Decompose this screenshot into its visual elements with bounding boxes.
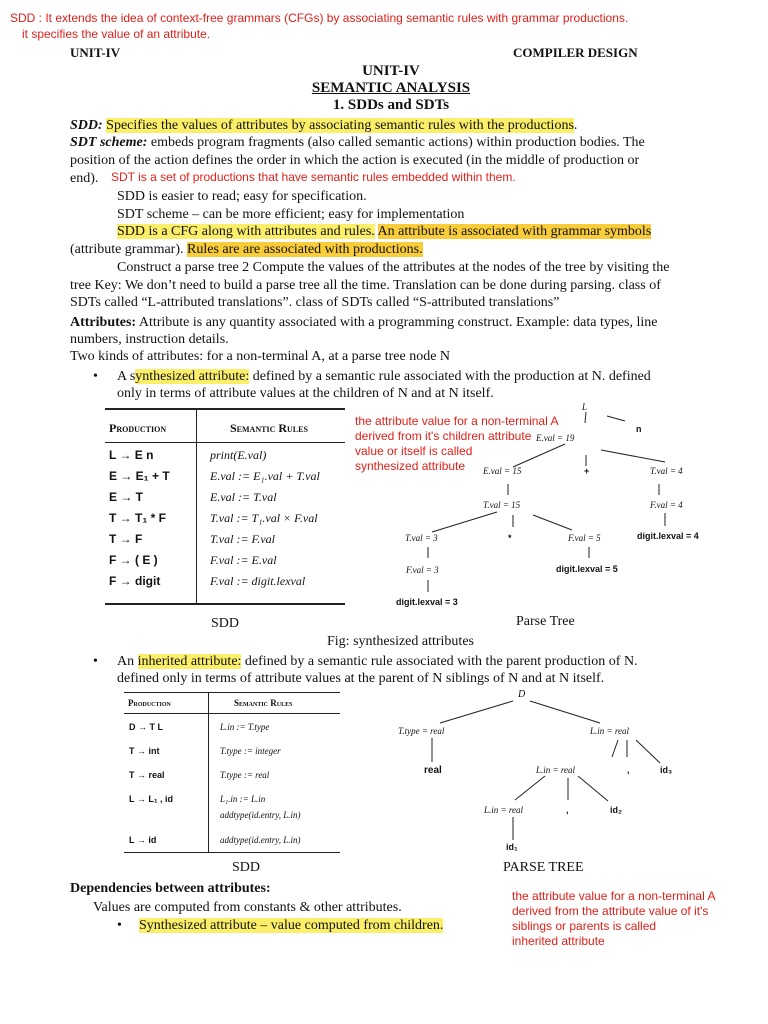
t1-rule-cell: print(E.val) [210,448,267,462]
tree1-node-fval3: F.val = 3 [406,565,439,575]
bullet-icon: • [93,369,98,384]
synth-note-line: value or itself is called [355,444,473,458]
t1-production-cell: T → F [109,532,143,546]
inh-bullet-line2: defined only in terms of attribute values at the parent of N siblings of N and at N itself. [117,671,605,686]
inh-highlight: inherited attribute: [137,654,242,669]
dependencies-heading: Dependencies between attributes: [70,881,271,896]
tree1-node-n: n [636,424,642,434]
sdt-text1: embeds program fragments (also called semantic actions) within production bodies. The [147,135,645,150]
t1-rule-cell: T.val := F.val [210,532,275,546]
bullet-icon: • [117,918,122,933]
t1-production-cell: F → digit [109,574,161,588]
dependencies-text: Values are computed from constants & other attributes. [93,900,402,915]
header-right: COMPILER DESIGN [513,45,638,60]
synth-highlight: ynthesized attribute: [135,369,250,384]
t1-production-cell: E → T [109,490,144,504]
t2-rule-cell: T.type := real [220,770,270,780]
unit-title: UNIT-IV [362,63,420,79]
table1-header-production: Production [109,421,167,435]
dep-bullet-highlight: Synthesized attribute – value computed from children. [139,918,444,933]
t2-rule-cell: T.type := integer [220,746,281,756]
sdd-cfg-highlight: SDD is a CFG along with attributes and rules. [117,224,375,239]
inh-note-line: siblings or parents is called [512,919,657,933]
table1-header-rules: Semantic Rules [230,421,308,435]
synth-note-line: synthesized attribute [355,459,466,473]
synth-text1: defined by a semantic rule associated with the production at N. defined [249,369,651,384]
construct-line2: tree Key: We don’t need to build a parse tree all the time. Translation can be done during parsing. class of [70,278,661,293]
inh-pre: An [117,654,138,669]
sdt-label: SDT scheme: [70,135,148,150]
tree2-node-lin3: L.in = real [484,805,523,815]
dependencies-bullet [139,917,443,935]
sdd-definition-note: SDD : It extends the idea of context-free grammars (CFGs) by associating semantic rules with grammar productions. [10,11,629,25]
t1-rule-cell: F.val := E.val [210,553,277,567]
synth-note-line: derived from it's children attribute [355,429,532,443]
tree1-node-fval5: F.val = 5 [568,533,601,543]
sdt-efficient-line: SDT scheme – can be more efficient; easy for implementation [117,207,465,222]
inh-attr-note [512,889,715,949]
rules-highlight: Rules are are associated with productions. [187,242,423,257]
header-left: UNIT-IV [70,45,121,60]
t2-rule-cell: L.in := T.type [220,722,270,732]
section-title: 1. SDDs and SDTs [332,97,450,113]
tree1-node-digit5: digit.lexval = 5 [556,564,618,574]
tree1-node-tval15: T.val = 15 [483,500,521,510]
t1-production-cell: T → T₁ * F [109,511,166,525]
tree1-node-eval15: E.val = 15 [483,466,522,476]
tree1-node-digit4: digit.lexval = 4 [637,531,699,541]
synth-note-line: the attribute value for a non-terminal A [355,414,559,428]
synth-bullet-line2: only in terms of attribute values at the children of N and at N itself. [117,386,494,401]
tree2-node-D: D [518,689,526,700]
sdt-note: SDT is a set of productions that have semantic rules embedded within them. [111,170,516,184]
tree1-node-tval3: T.val = 3 [405,533,438,543]
caption-sdd-1: SDD [211,616,240,631]
inh-note-line: derived from the attribute value of it's [512,904,709,918]
table2-header-production: Production [128,698,171,708]
tree2-node-comma2: , [566,805,569,815]
t1-rule-cell: E.val := E₁.val + T.val [210,469,320,483]
attr-assoc-highlight: An attribute is associated with grammar symbols [377,224,652,239]
t2-rule-cell: addtype(id.entry, L.in) [220,835,301,845]
sdt-scheme-line3: end). [70,171,99,186]
tree1-node-eval19: E.val = 19 [536,433,575,443]
sdd-easy-line: SDD is easier to read; easy for specification. [117,189,367,204]
caption-parse-tree-2: PARSE TREE [503,860,584,875]
tree2-node-lin2: L.in = real [536,765,575,775]
tree1-node-star: * [508,533,512,543]
construct-line1: Construct a parse tree 2 Compute the values of the attributes at the nodes of the tree by visiting the [117,260,670,275]
t2-production-cell: L → L₁ , id [129,794,174,804]
t1-rule-cell: T.val := T₁.val × F.val [210,511,318,525]
t2-production-cell: T → int [129,746,160,756]
sdd-period: . [573,118,578,133]
attr-grammar-text: (attribute grammar). [70,242,184,257]
inh-note-line: inherited attribute [512,934,605,948]
attributes-label: Attributes: [70,315,137,330]
tree1-node-fval4: F.val = 4 [650,500,683,510]
inh-text1: defined by a semantic rule associated with the parent production of N. [241,654,638,669]
caption-parse-tree-1: Parse Tree [516,614,575,629]
tree2-node-id1: id₁ [506,842,518,852]
attributes-line2: numbers, instruction details. [70,332,229,347]
tree2-node-real: real [424,765,442,776]
t1-production-cell: E → E₁ + T [109,469,170,483]
bullet-icon: • [93,654,98,669]
tree2-node-comma1: , [627,765,630,775]
semantic-analysis-title: SEMANTIC ANALYSIS [311,80,471,96]
sdd-definition-note-cont: it specifies the value of an attribute. [22,27,211,41]
t2-rule-cell: L₁.in := L.in [220,794,266,804]
inh-note-line: the attribute value for a non-terminal A [512,889,716,903]
table2-header-rules: Semantic Rules [234,698,293,708]
t2-production-cell: L → id [129,835,157,845]
synth-pre: A s [117,369,136,384]
sdd-label: SDD: [70,118,103,133]
tree2-node-lin1: L.in = real [590,726,629,736]
tree2-node-id2: id₂ [610,805,622,815]
sdt-scheme-line2: position of the action defines the order in which the action is executed (in the middle of production or [70,153,640,168]
construct-line3: SDTs called “L-attributed translations”. class of SDTs called “S-attributed translations” [70,295,560,310]
sdd-highlight: Specifies the values of attributes by associating semantic rules with the productions [106,118,574,133]
tree1-node-tval4: T.val = 4 [650,466,683,476]
t2-production-cell: D → T L [129,722,163,732]
t1-production-cell: L → E n [109,448,154,462]
t1-rule-cell: F.val := digit.lexval [210,574,306,588]
t1-rule-cell: E.val := T.val [210,490,277,504]
caption-sdd-2: SDD [232,860,261,875]
tree2-node-id3: id₃ [660,765,673,775]
figure-caption: Fig: synthesized attributes [327,634,474,649]
two-kinds-line: Two kinds of attributes: for a non-terminal A, at a parse tree node N [70,349,451,364]
tree2-node-ttype: T.type = real [398,726,445,736]
tree1-node-L: L [582,402,588,412]
t2-rule-cell: addtype(id.entry, L.in) [220,810,301,820]
t1-production-cell: F → ( E ) [109,553,158,567]
tree1-node-digit3: digit.lexval = 3 [396,597,458,607]
tree1-node-plus: + [584,466,590,476]
t2-production-cell: T → real [129,770,165,780]
attributes-text1: Attribute is any quantity associated with a programming construct. Example: data types, line [136,315,658,330]
